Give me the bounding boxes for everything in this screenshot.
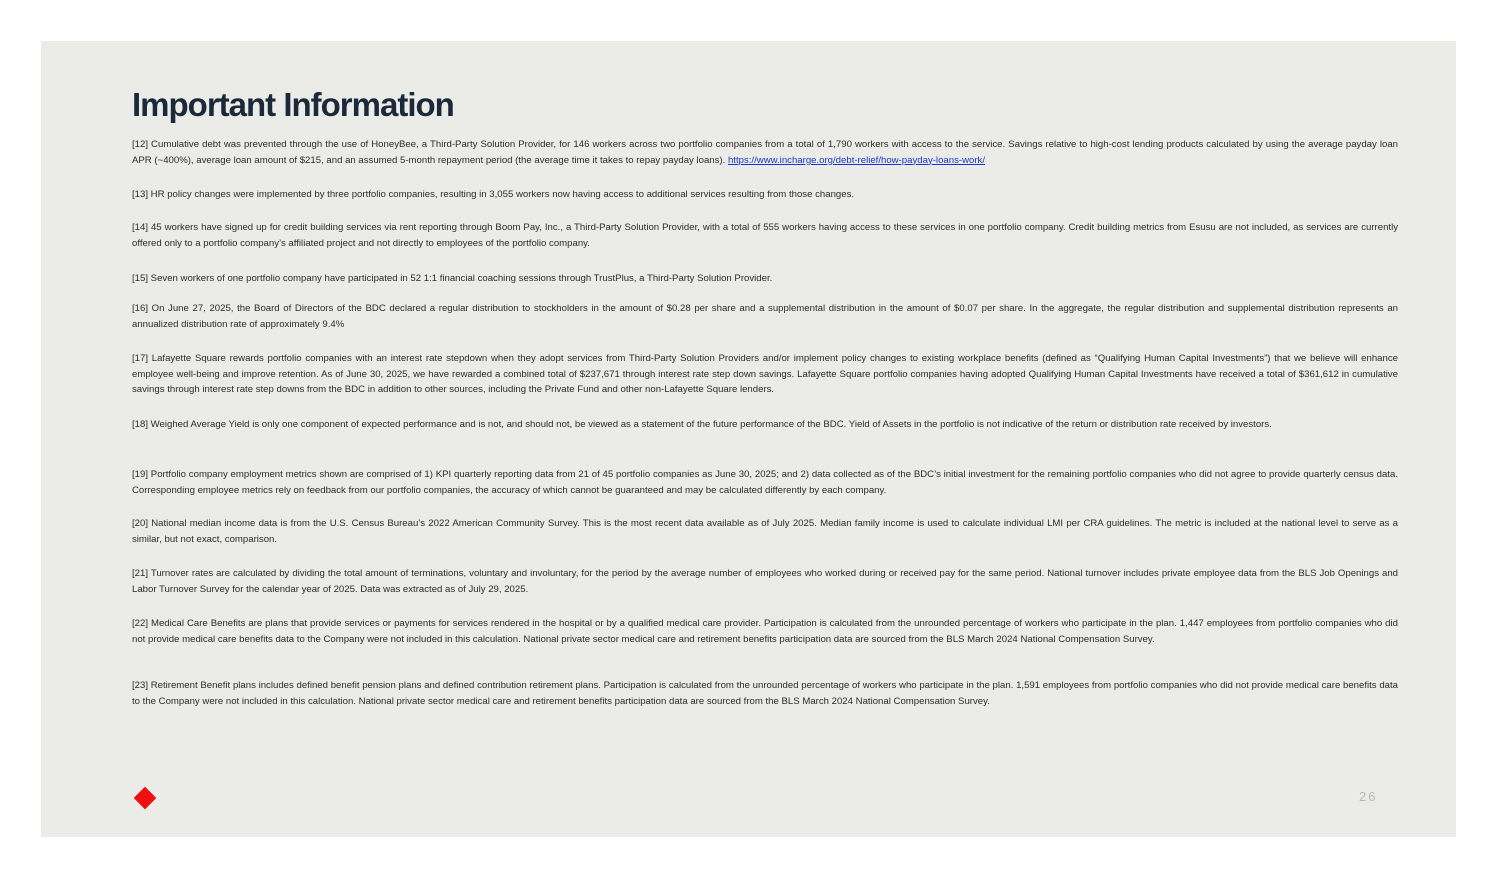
red-diamond-icon: [134, 787, 157, 810]
footnote-14: [14] 45 workers have signed up for credit building services via rent reporting through Boom Pay, Inc., a Third-Party Solution Provider, with a total of 555 workers having access to these services in one portfolio company. Credit building metrics from Esusu are not included, as services are currently offered only to a portfolio company’s affiliated project and not directly to employees of the portfolio company.: [132, 222, 1398, 249]
footnote-16: [16] On June 27, 2025, the Board of Directors of the BDC declared a regular distribution to stockholders in the amount of $0.28 per share and a supplemental distribution in the amount of $0.07 per share. In the aggregate, the regular distribution and supplemental distribution represents an annualized distribution rate of approximately 9.4%: [132, 303, 1398, 330]
footnote-12: [132, 137, 1398, 168]
footnote-13: [13] HR policy changes were implemented by three portfolio companies, resulting in 3,055 workers now having access to additional services resulting from those changes.: [132, 189, 855, 200]
footnote-18: [18] Weighed Average Yield is only one component of expected performance and is not, and should not, be viewed as a statement of the future performance of the BDC. Yield of Assets in the portfolio is not indicative of the return or distribution rate received by investors.: [132, 419, 1272, 430]
payday-loans-link[interactable]: https://www.incharge.org/debt-relief/how-payday-loans-work/: [727, 154, 985, 166]
slide: [41, 41, 1456, 837]
footnote-23: [23] Retirement Benefit plans includes defined benefit pension plans and defined contribution retirement plans. Participation is calculated from the unrounded percentage of workers who participate in the plan. 1,591 employees from portfolio companies who did not provide medical care benefits data to the Company were not included in this calculation. National private sector medical care and retirement benefits participation data are sourced from the BLS March 2024 National Compensation Survey.: [132, 680, 1398, 707]
footnote-20: [20] National median income data is from the U.S. Census Bureau’s 2022 American Community Survey. This is the most recent data available as of July 2025. Median family income is used to calculate individual LMI per CRA guidelines. The metric is included at the national level to serve as a similar, but not exact, comparison.: [132, 518, 1398, 545]
footnote-22: [22] Medical Care Benefits are plans that provide services or payments for services rendered in the hospital or by a qualified medical care provider. Participation is calculated from the unrounded percentage of workers who participate in the plan. 1,447 employees from portfolio companies who did not provide medical care benefits data to the Company were not included in this calculation. National private sector medical care and retirement benefits participation data are sourced from the BLS March 2024 National Compensation Survey.: [132, 618, 1398, 645]
footnote-12-text: [12] Cumulative debt was prevented through the use of HoneyBee, a Third-Party Solution Provider, for 146 workers across two portfolio companies from a total of 1,790 workers with access to the service. Savings relative to high-cost lending products calculated by using the average payday loan APR (~400%), average loan amount of $215, and an assumed 5-month repayment period (the average time it takes to repay payday loans).: [132, 139, 1398, 166]
footnote-15: [15] Seven workers of one portfolio company have participated in 52 1:1 financial coaching sessions through TrustPlus, a Third-Party Solution Provider.: [132, 273, 773, 284]
page-number: 26: [1359, 789, 1378, 804]
page-title: Important Information: [132, 86, 454, 123]
footnote-21: [21] Turnover rates are calculated by dividing the total amount of terminations, voluntary and involuntary, for the period by the average number of employees who worked during or received pay for the same period. National turnover includes private employee data from the BLS Job Openings and Labor Turnover Survey for the calendar year of 2025. Data was extracted as of July 29, 2025.: [132, 568, 1398, 595]
footnote-17: [17] Lafayette Square rewards portfolio companies with an interest rate stepdown when they adopt services from Third-Party Solution Providers and/or implement policy changes to existing workplace benefits (defined as “Qualifying Human Capital Investments”) that we believe will enhance employee well-being and improve retention. As of June 30, 2025, we have rewarded a combined total of $237,671 through interest rate step down savings. Lafayette Square portfolio companies having adopted Qualifying Human Capital Investments have received a total of $361,612 in cumulative savings through interest rate step downs from the BDC in addition to other sources, including the Private Fund and other non-Lafayette Square lenders.: [132, 353, 1398, 396]
footnote-19: [19] Portfolio company employment metrics shown are comprised of 1) KPI quarterly reporting data from 21 of 45 portfolio companies as June 30, 2025; and 2) data collected as of the BDC’s initial investment for the remaining portfolio companies who did not agree to provide quarterly census data. Corresponding employee metrics rely on feedback from our portfolio companies, the accuracy of which cannot be guaranteed and may be calculated differently by each company.: [132, 469, 1398, 496]
